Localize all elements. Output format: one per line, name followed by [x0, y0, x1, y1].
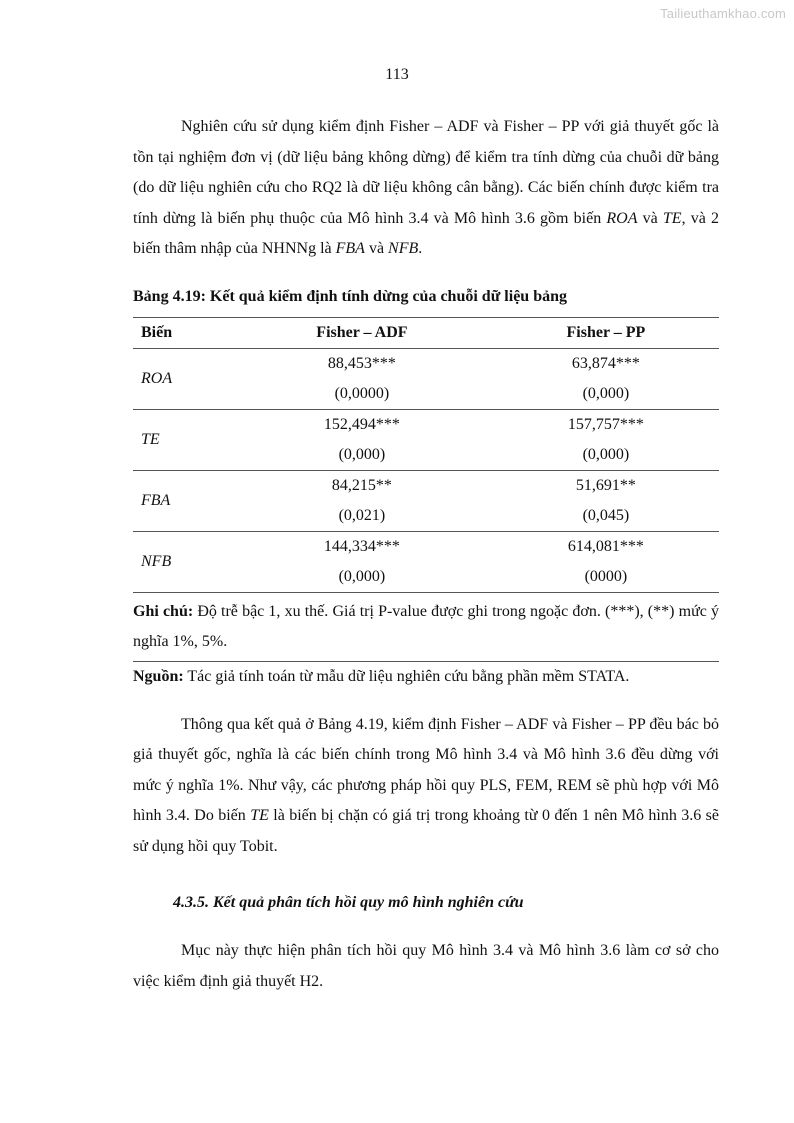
var-te: TE: [662, 209, 682, 227]
section-heading: 4.3.5. Kết quả phân tích hồi quy mô hình nghiên cứu: [173, 894, 524, 911]
row-variable: ROA: [133, 348, 231, 409]
adf-pvalue: (0,000): [338, 445, 386, 463]
row-variable: TE: [133, 409, 231, 470]
adf-pvalue: (0,000): [338, 567, 386, 585]
note-label: Ghi chú:: [133, 602, 194, 620]
header-fisher-pp: Fisher – PP: [493, 317, 719, 348]
table-row: [133, 470, 719, 501]
paragraph-intro: Nghiên cứu sử dụng kiểm định Fisher – ADF và Fisher – PP với giả thuyết gốc là tồn tại nghiệm đơn vị (dữ liệu bảng không dừng) để kiểm tra tính dừng của chuỗi dữ bảng (do dữ liệu nghiên cứu cho RQ2 là dữ liệu không cân bằng). Các biến chính được kiểm tra tính dừng là biến phụ thuộc của Mô hình 3.4 và Mô hình 3.6 gồm biến ROA và TE, và 2 biến thâm nhập của NHNNg là FBA và NFB.: [133, 118, 719, 257]
table-caption: Bảng 4.19: Kết quả kiểm định tính dừng của chuỗi dữ liệu bảng: [133, 287, 567, 305]
adf-statistic: 144,334***: [231, 531, 493, 562]
source-text: Tác giả tính toán từ mẫu dữ liệu nghiên cứu bằng phần mềm STATA.: [183, 667, 630, 685]
table-note: [133, 592, 719, 657]
document-body: [133, 112, 719, 997]
var-te: TE: [250, 807, 269, 824]
table-row: [133, 348, 719, 379]
stationarity-table: [133, 317, 719, 592]
adf-pvalue: (0,0000): [334, 384, 390, 402]
adf-pvalue: (0,021): [338, 506, 386, 524]
pp-statistic: 614,081***: [493, 531, 719, 562]
row-variable: NFB: [133, 531, 231, 592]
paragraph-section: Mục này thực hiện phân tích hồi quy Mô hình 3.4 và Mô hình 3.6 làm cơ sở cho việc kiểm định giả thuyết H2.: [133, 942, 719, 990]
source-label: Nguồn:: [133, 667, 184, 685]
pp-pvalue: (0,000): [582, 445, 630, 463]
pp-statistic: 63,874***: [493, 348, 719, 379]
table-header-row: [133, 317, 719, 348]
pp-pvalue: (0,000): [582, 384, 630, 402]
table-row: [133, 531, 719, 562]
table-row: [133, 409, 719, 440]
pp-pvalue: (0000): [584, 567, 628, 585]
watermark: Tailieuthamkhao.com: [660, 6, 786, 21]
adf-statistic: 84,215**: [231, 470, 493, 501]
var-roa: ROA: [606, 209, 638, 227]
var-nfb: NFB: [388, 240, 419, 257]
pp-pvalue: (0,045): [582, 506, 630, 524]
row-variable: FBA: [133, 470, 231, 531]
pp-statistic: 51,691**: [493, 470, 719, 501]
header-variable: Biến: [133, 317, 231, 348]
table-source: [133, 661, 719, 692]
note-text: Độ trễ bậc 1, xu thế. Giá trị P-value được ghi trong ngoặc đơn. (***), (**) mức ý nghĩa 1%, 5%.: [133, 602, 719, 650]
pp-statistic: 157,757***: [493, 409, 719, 440]
var-fba: FBA: [335, 240, 365, 257]
paragraph-results: Thông qua kết quả ở Bảng 4.19, kiểm định Fisher – ADF và Fisher – PP đều bác bỏ giả thuyết gốc, nghĩa là các biến chính trong Mô hình 3.4 và Mô hình 3.6 đều dừng với mức ý nghĩa 1%. Như vậy, các phương pháp hồi quy PLS, FEM, REM sẽ phù hợp với Mô hình 3.4. Do biến TE là biến bị chặn có giá trị trong khoảng từ 0 đến 1 nên Mô hình 3.6 sẽ sử dụng hồi quy Tobit.: [133, 715, 720, 855]
page-number: 113: [385, 66, 409, 83]
adf-statistic: 88,453***: [231, 348, 493, 379]
header-fisher-adf: Fisher – ADF: [231, 317, 493, 348]
adf-statistic: 152,494***: [231, 409, 493, 440]
